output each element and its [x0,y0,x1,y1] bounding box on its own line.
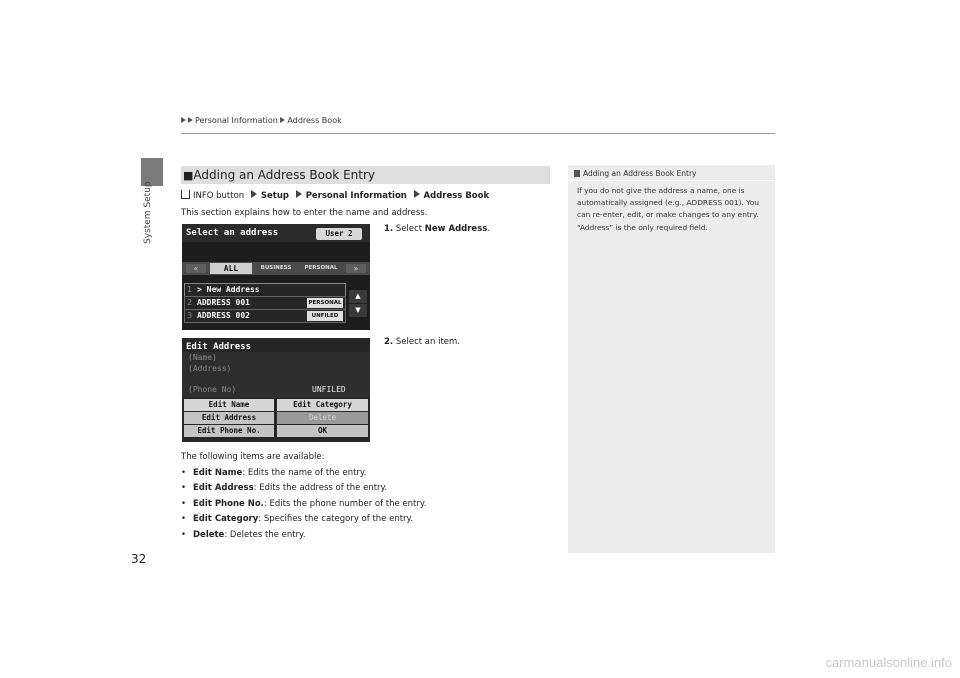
edit-category-button[interactable]: Edit Category [277,399,368,411]
list-item: • Edit Category: Specifies the category of the entry. [181,514,414,524]
intro-text: This section explains how to enter the name and address. [181,208,428,218]
path-arrow-icon [251,190,257,198]
scroll-up-icon[interactable]: ▲ [349,290,367,303]
screen-title: Edit Address [186,342,252,352]
name-field: (Name) [188,353,217,362]
note-divider [568,180,775,181]
edit-address-button[interactable]: Edit Address [184,412,274,424]
edit-address-screen [182,338,370,442]
breadcrumb-level1: Personal Information [195,116,278,125]
list-item: • Edit Name: Edits the name of the entry. [181,467,367,478]
note-icon [574,170,580,177]
select-address-screen [182,224,370,330]
address-field: (Address) [188,364,232,373]
breadcrumb-arrow-icon [188,117,193,123]
step-1: 1. Select New Address. [384,224,491,234]
list-item: • Delete: Deletes the entry. [181,529,306,540]
navigation-path: INFO button Setup Personal Information Address Book [181,190,489,201]
path-arrow-icon [296,190,302,198]
list-item: • Edit Address: Edits the address of the entry. [181,483,388,493]
tab-all[interactable]: ALL [210,263,252,274]
phone-field: (Phone No) [188,385,237,394]
section-title: ■Adding an Address Book Entry [183,168,375,182]
next-tab-icon[interactable]: » [346,264,366,273]
tab-business[interactable]: BUSINESS [260,265,292,271]
items-list [181,450,426,543]
tab-personal[interactable]: PERSONAL [304,265,338,271]
path-arrow-icon [414,190,420,198]
watermark: carmanualsonline.info [825,655,952,670]
breadcrumb-level2: Address Book [287,116,342,125]
note-title: Adding an Address Book Entry [574,169,697,178]
delete-button[interactable]: Delete [277,412,368,424]
user-button[interactable]: User 2 [316,228,362,240]
category-value: UNFILED [312,385,346,394]
edit-phone-button[interactable]: Edit Phone No. [184,425,274,437]
side-tab-label: System Setup [143,181,153,244]
header-divider [181,133,775,134]
list-item[interactable]: 3 ADDRESS 002 UNFILED [184,309,346,323]
info-button-icon [181,190,190,199]
category-badge: UNFILED [307,311,343,321]
items-intro: The following items are available: [181,452,325,462]
category-badge: PERSONAL [308,300,342,306]
page-number: 32 [131,552,147,566]
ok-button[interactable]: OK [277,425,368,437]
edit-name-button[interactable]: Edit Name [184,399,274,411]
scroll-down-icon[interactable]: ▼ [349,304,367,317]
screen-title: Select an address [186,228,279,238]
breadcrumb-arrow-icon [181,117,186,123]
breadcrumb-arrow-icon [280,117,285,123]
breadcrumb [181,116,342,125]
list-item[interactable]: 1 > New Address [184,283,346,297]
note-body: If you do not give the address a name, one is automatically assigned (e.g., ADDRESS 001). You can re-enter, edit, or make changes to any entry. “Address” is the only required field. [577,186,759,232]
step-2: 2. Select an item. [384,337,460,347]
prev-tab-icon[interactable]: « [186,264,206,273]
list-item[interactable]: 2 ADDRESS 001 PERSONAL [184,296,346,310]
list-item: • Edit Phone No.: Edits the phone number of the entry. [181,498,427,509]
